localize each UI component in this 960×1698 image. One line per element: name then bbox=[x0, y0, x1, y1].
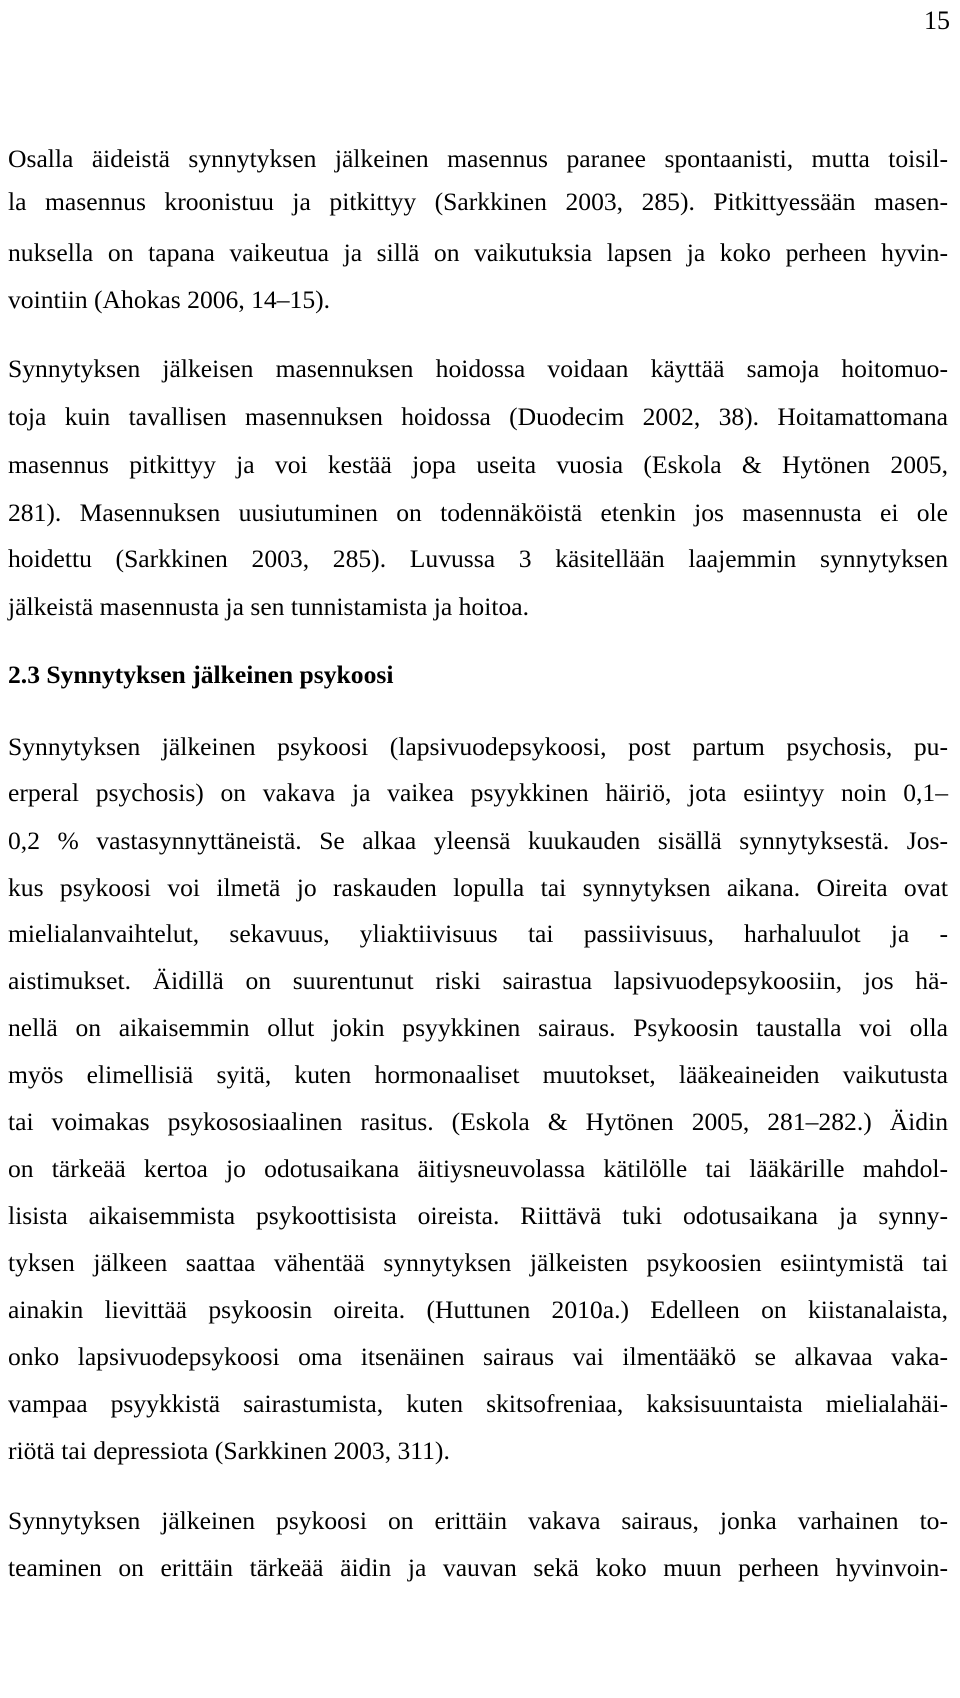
text-line: kus psykoosi voi ilmetä jo raskauden lopulla tai synnytyksen aikana. Oireita ovat bbox=[8, 873, 948, 902]
text-line: la masennus kroonistuu ja pitkittyy (Sarkkinen 2003, 285). Pitkittyessään masen- bbox=[8, 187, 948, 216]
text-line: toja kuin tavallisen masennuksen hoidossa (Duodecim 2002, 38). Hoitamattomana bbox=[8, 402, 948, 431]
text-line: Synnytyksen jälkeisen masennuksen hoidossa voidaan käyttää samoja hoitomuo- bbox=[8, 354, 948, 383]
text-line: mielialanvaihtelut, sekavuus, yliaktiivisuus tai passiivisuus, harhaluulot ja - bbox=[8, 919, 948, 948]
text-line: masennus pitkittyy ja voi kestää jopa useita vuosia (Eskola & Hytönen 2005, bbox=[8, 450, 948, 479]
text-line: 0,2 % vastasynnyttäneistä. Se alkaa yleensä kuukauden sisällä synnytyksestä. Jos- bbox=[8, 826, 948, 855]
text-line: 281). Masennuksen uusiutuminen on todennäköistä etenkin jos masennusta ei ole bbox=[8, 498, 948, 527]
section-heading: 2.3 Synnytyksen jälkeinen psykoosi bbox=[8, 660, 394, 689]
text-line: teaminen on erittäin tärkeää äidin ja vauvan sekä koko muun perheen hyvinvoin- bbox=[8, 1553, 948, 1582]
text-line: jälkeistä masennusta ja sen tunnistamista ja hoitoa. bbox=[8, 592, 529, 621]
text-line: onko lapsivuodepsykoosi oma itsenäinen sairaus vai ilmentääkö se alkavaa vaka- bbox=[8, 1342, 948, 1371]
text-line: vointiin (Ahokas 2006, 14–15). bbox=[8, 285, 331, 314]
text-line: on tärkeää kertoa jo odotusaikana äitiysneuvolassa kätilölle tai lääkärille mahdol- bbox=[8, 1154, 948, 1183]
text-line: Synnytyksen jälkeinen psykoosi (lapsivuodepsykoosi, post partum psychosis, pu- bbox=[8, 732, 948, 761]
text-line: aistimukset. Äidillä on suurentunut riski sairastua lapsivuodepsykoosiin, jos hä- bbox=[8, 966, 948, 995]
page-number: 15 bbox=[924, 6, 950, 35]
text-line: Osalla äideistä synnytyksen jälkeinen masennus paranee spontaanisti, mutta toisil- bbox=[8, 144, 948, 173]
text-line: erperal psychosis) on vakava ja vaikea psyykkinen häiriö, jota esiintyy noin 0,1– bbox=[8, 778, 948, 807]
text-line: ainakin lievittää psykoosin oireita. (Huttunen 2010a.) Edelleen on kiistanalaista, bbox=[8, 1295, 948, 1324]
text-line: hoidettu (Sarkkinen 2003, 285). Luvussa 3 käsitellään laajemmin synnytyksen bbox=[8, 544, 948, 573]
text-line: nuksella on tapana vaikeutua ja sillä on vaikutuksia lapsen ja koko perheen hyvin- bbox=[8, 238, 948, 267]
text-line: riötä tai depressiota (Sarkkinen 2003, 311). bbox=[8, 1436, 450, 1465]
text-line: nellä on aikaisemmin ollut jokin psyykkinen sairaus. Psykoosin taustalla voi olla bbox=[8, 1013, 948, 1042]
text-line: tyksen jälkeen saattaa vähentää synnytyksen jälkeisten psykoosien esiintymistä tai bbox=[8, 1248, 948, 1277]
text-line: tai voimakas psykososiaalinen rasitus. (Eskola & Hytönen 2005, 281–282.) Äidin bbox=[8, 1107, 948, 1136]
text-line: Synnytyksen jälkeinen psykoosi on erittäin vakava sairaus, jonka varhainen to- bbox=[8, 1506, 948, 1535]
text-line: lisista aikaisemmista psykoottisista oireista. Riittävä tuki odotusaikana ja synny- bbox=[8, 1201, 948, 1230]
text-line: myös elimellisiä syitä, kuten hormonaaliset muutokset, lääkeaineiden vaikutusta bbox=[8, 1060, 948, 1089]
text-line: vampaa psyykkistä sairastumista, kuten skitsofreniaa, kaksisuuntaista mielialahäi- bbox=[8, 1389, 948, 1418]
